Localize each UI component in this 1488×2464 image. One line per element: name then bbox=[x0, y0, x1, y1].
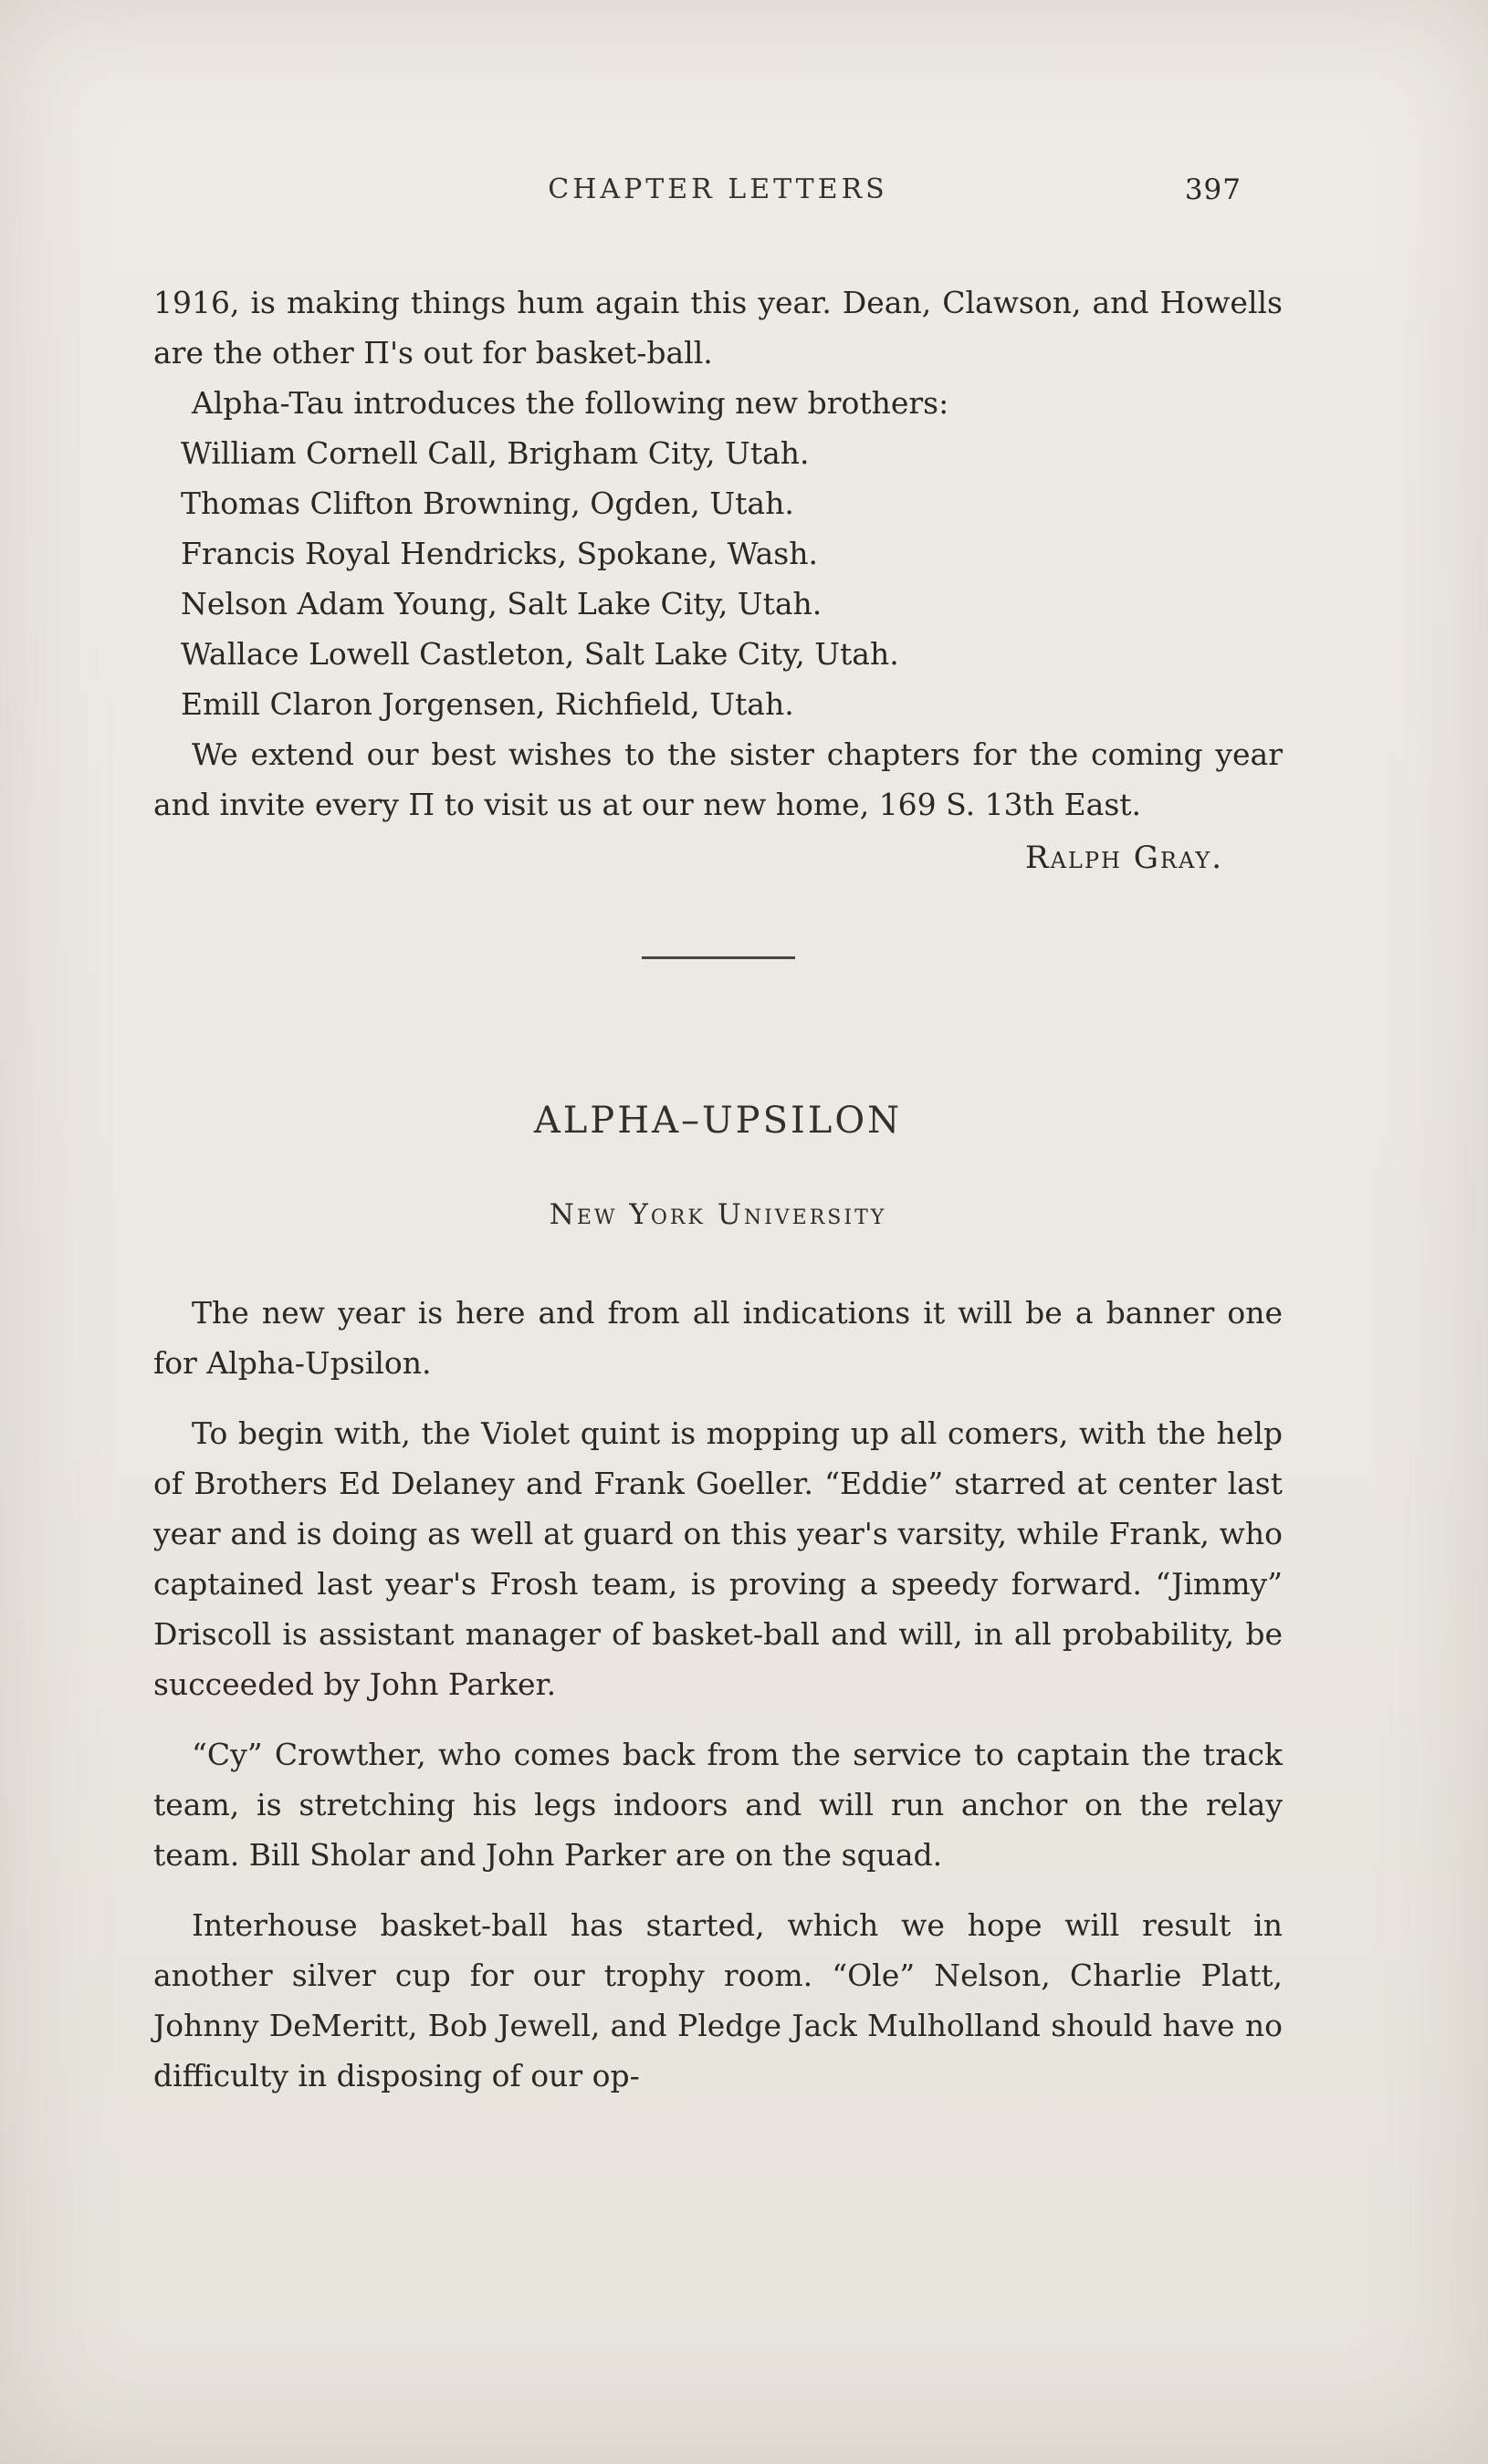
section-body bbox=[153, 1288, 1283, 2101]
section-title: ALPHA–UPSILON bbox=[533, 1100, 903, 1142]
page-header bbox=[153, 173, 1283, 214]
list-item: Nelson Adam Young, Salt Lake City, Utah. bbox=[181, 586, 823, 621]
list-item: Francis Royal Hendricks, Spokane, Wash. bbox=[181, 536, 818, 571]
paragraph: The new year is here and from all indications it will be a banner one for Alpha-Upsilon. bbox=[153, 1295, 1283, 1381]
list-item: Emill Claron Jorgensen, Richfield, Utah. bbox=[181, 686, 794, 722]
list-item: Wallace Lowell Castleton, Salt Lake City, Utah. bbox=[181, 636, 899, 672]
list-item: Thomas Clifton Browning, Ogden, Utah. bbox=[181, 485, 794, 521]
section-subtitle: New York University bbox=[549, 1198, 887, 1231]
paragraph-intro: Alpha-Tau introduces the following new brothers: bbox=[192, 385, 949, 421]
paragraph: “Cy” Crowther, who comes back from the service to captain the track team, is stretching his legs indoors and will run anchor on the relay team. Bill Sholar and John Parker are on the squad. bbox=[153, 1737, 1283, 1873]
running-title: CHAPTER LETTERS bbox=[548, 173, 888, 205]
section-divider bbox=[642, 956, 795, 959]
paragraph: To begin with, the Violet quint is mopping up all comers, with the help of Brothers Ed Delaney and Frank Goeller. “Eddie” starred at center last year and is doing as well at guard on this year's varsity, while Frank, who captained last year's Frosh team, is proving a speedy forward. “Jimmy” Driscoll is assistant manager of basket-ball and will, in all probability, be succeeded by John Parker. bbox=[153, 1415, 1283, 1702]
page-number: 397 bbox=[1184, 173, 1242, 206]
new-brothers-list bbox=[153, 428, 1283, 729]
paragraph-closing: We extend our best wishes to the sister chapters for the coming year and invite every Π to visit us at our new home, 169 S. 13th East. bbox=[153, 736, 1283, 822]
signature: Ralph Gray. bbox=[1025, 840, 1223, 876]
paragraph: Interhouse basket-ball has started, which we hope will result in another silver cup for our trophy room. “Ole” Nelson, Charlie Platt, Johnny DeMeritt, Bob Jewell, and Pledge Jack Mulholland should have no difficulty in disposing of our op- bbox=[153, 1907, 1283, 2093]
list-item: William Cornell Call, Brigham City, Utah. bbox=[181, 435, 810, 471]
paragraph-continuation: 1916, is making things hum again this year. Dean, Clawson, and Howells are the other Π's out for basket-ball. bbox=[153, 285, 1283, 371]
page-body bbox=[153, 277, 1283, 2101]
